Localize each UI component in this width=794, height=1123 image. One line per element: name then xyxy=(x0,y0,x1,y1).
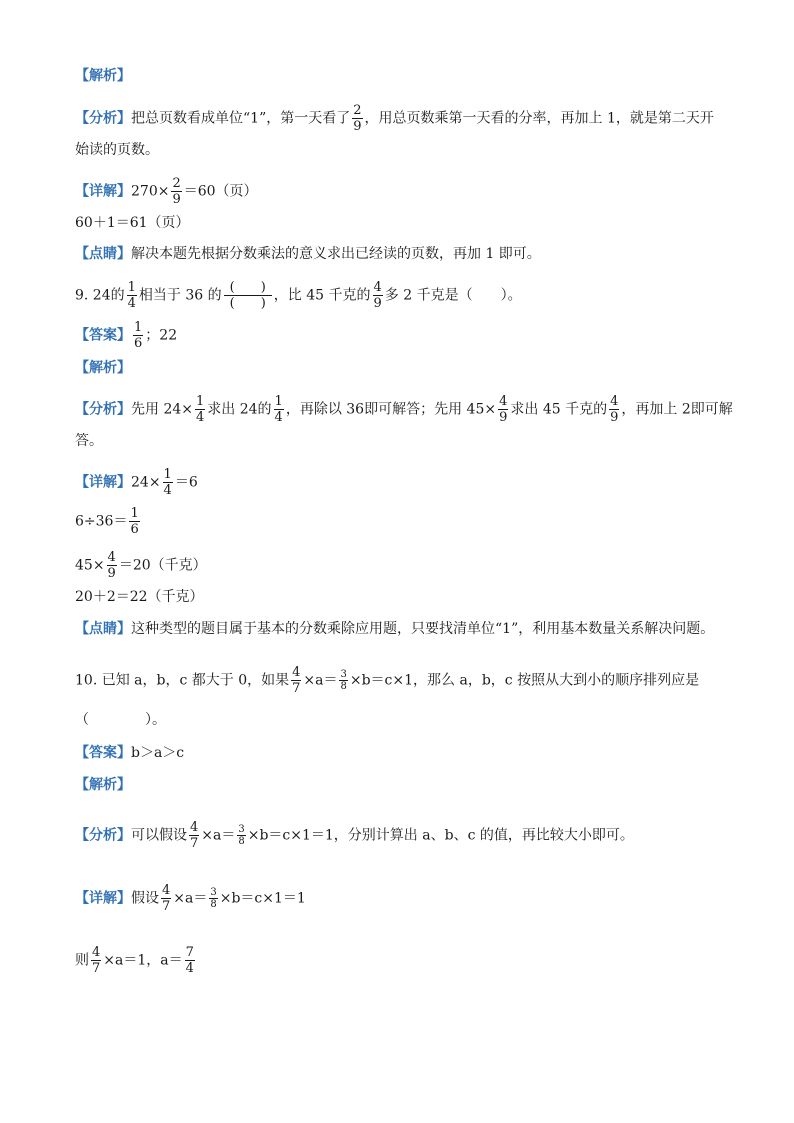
fraction xyxy=(133,320,143,351)
numerator: 1 xyxy=(134,320,143,335)
tag-daan: 【答案】 xyxy=(75,327,131,344)
calc-line xyxy=(75,945,197,976)
fraction xyxy=(209,887,217,910)
text: 24× xyxy=(131,474,161,491)
denominator: 9 xyxy=(610,410,619,425)
denominator: 9 xyxy=(499,410,508,425)
numerator: 4 xyxy=(499,394,508,409)
fraction xyxy=(373,280,383,311)
detail-line xyxy=(75,176,258,207)
tag-fenxi: 【分析】 xyxy=(75,827,131,844)
fraction xyxy=(291,665,301,696)
numerator: 1 xyxy=(274,394,283,409)
text: 10. 已知 a，b，c 都大于 0，如果 xyxy=(75,672,290,689)
text: ×a＝ xyxy=(303,672,338,689)
tag-fenxi: 【分析】 xyxy=(75,110,131,127)
denominator: 9 xyxy=(172,192,181,207)
fraction xyxy=(189,820,199,851)
text: 多 2 千克是（ ）。 xyxy=(384,287,522,304)
fraction xyxy=(195,394,205,425)
text: ＝20（千克） xyxy=(118,557,207,574)
comment-line xyxy=(75,619,714,639)
denominator: 9 xyxy=(107,566,116,581)
fraction xyxy=(91,945,101,976)
text: 20＋2＝22（千克） xyxy=(75,589,204,605)
numerator: 4 xyxy=(292,665,301,680)
text: 6÷36＝ xyxy=(75,513,128,530)
text: ×b＝c×1＝1，分别计算出 a、b、c 的值，再比较大小即可。 xyxy=(247,827,634,844)
analysis-line xyxy=(75,394,733,425)
text: 9. 24的 xyxy=(75,287,125,304)
numerator: 1 xyxy=(130,506,139,521)
analysis-line xyxy=(75,103,714,134)
section-heading-analysis xyxy=(75,775,131,795)
denominator: 8 xyxy=(210,899,217,910)
fraction xyxy=(171,176,181,207)
text: 假设 xyxy=(131,890,159,907)
numerator: 1 xyxy=(196,394,205,409)
numerator: 4 xyxy=(162,883,171,898)
text: 相当于 36 的 xyxy=(138,287,222,304)
tag-dianjing: 【点睛】 xyxy=(75,621,131,637)
denominator: 7 xyxy=(162,899,171,914)
text: 270× xyxy=(131,183,170,200)
question-10 xyxy=(75,665,699,696)
numerator: 3 xyxy=(238,824,245,835)
analysis-line-cont xyxy=(75,431,103,451)
text: （ ）。 xyxy=(75,712,166,728)
tag-jiexi: 【解析】 xyxy=(75,68,131,84)
blank-denominator[interactable]: ( ) xyxy=(229,296,266,311)
comment-line xyxy=(75,244,541,264)
calc-line xyxy=(75,506,142,537)
text: ×a＝ xyxy=(201,827,236,844)
answer-line xyxy=(75,320,177,351)
text: ，比 45 千克的 xyxy=(273,287,371,304)
denominator: 7 xyxy=(92,961,101,976)
text: 可以假设 xyxy=(131,827,187,844)
calc-line xyxy=(75,213,190,233)
text: 先用 24× xyxy=(131,401,193,418)
text: 则 xyxy=(75,952,89,969)
text: ，用总页数乘第一天看的分率，再加上 1，就是第二天开 xyxy=(364,110,714,127)
fraction xyxy=(498,394,508,425)
fraction xyxy=(129,506,139,537)
denominator: 8 xyxy=(340,681,347,692)
text: ×b＝c×1＝1 xyxy=(219,890,306,907)
fraction xyxy=(339,669,347,692)
text: ，再除以 36即可解答；先用 45× xyxy=(285,401,497,418)
detail-line xyxy=(75,467,198,498)
text: 求出 45 千克的 xyxy=(510,401,608,418)
numerator: 7 xyxy=(185,945,194,960)
denominator: 6 xyxy=(130,522,139,537)
fraction xyxy=(107,550,117,581)
numerator: 4 xyxy=(190,820,199,835)
answer-blank-fraction[interactable] xyxy=(224,280,272,311)
text: 45× xyxy=(75,557,105,574)
denominator: 7 xyxy=(292,681,301,696)
tag-xiangjie: 【详解】 xyxy=(75,474,131,491)
denominator: 9 xyxy=(353,119,362,134)
numerator: 3 xyxy=(210,887,217,898)
denominator: 4 xyxy=(274,410,283,425)
section-heading-analysis xyxy=(75,66,131,86)
numerator: 4 xyxy=(373,280,382,295)
fraction xyxy=(609,394,619,425)
text: 始读的页数。 xyxy=(75,142,159,158)
calc-line xyxy=(75,550,207,581)
numerator: 4 xyxy=(610,394,619,409)
numerator: 1 xyxy=(163,467,172,482)
denominator: 9 xyxy=(373,296,382,311)
denominator: 8 xyxy=(238,836,245,847)
text: 把总页数看成单位“1”，第一天看了 xyxy=(131,110,351,127)
denominator: 6 xyxy=(134,336,143,351)
tag-jiexi: 【解析】 xyxy=(75,360,131,376)
tag-xiangjie: 【详解】 xyxy=(75,890,131,907)
tag-daan: 【答案】 xyxy=(75,745,131,761)
text: 答。 xyxy=(75,433,103,449)
denominator: 4 xyxy=(163,483,172,498)
tag-dianjing: 【点睛】 xyxy=(75,246,131,262)
fraction xyxy=(163,467,173,498)
text: ×b＝c×1，那么 a，b，c 按照从大到小的顺序排列应是 xyxy=(349,672,700,689)
fraction xyxy=(161,883,171,914)
detail-line xyxy=(75,883,306,914)
numerator: 3 xyxy=(340,669,347,680)
calc-line xyxy=(75,587,204,607)
tag-xiangjie: 【详解】 xyxy=(75,183,131,200)
text: 60＋1＝61（页） xyxy=(75,215,190,231)
blank-numerator[interactable]: ( ) xyxy=(224,280,272,296)
fraction xyxy=(352,103,362,134)
denominator: 4 xyxy=(196,410,205,425)
numerator: 2 xyxy=(172,176,181,191)
denominator: 4 xyxy=(185,961,194,976)
denominator: 4 xyxy=(127,296,136,311)
text: ＝60（页） xyxy=(183,183,258,200)
tag-jiexi: 【解析】 xyxy=(75,777,131,793)
answer-blank[interactable] xyxy=(75,710,166,730)
text: ×a＝ xyxy=(173,890,208,907)
fraction xyxy=(237,824,245,847)
analysis-line-cont xyxy=(75,140,159,160)
numerator: 4 xyxy=(107,550,116,565)
text: 解决本题先根据分数乘法的意义求出已经读的页数，再加 1 即可。 xyxy=(131,246,541,262)
question-9 xyxy=(75,280,522,311)
denominator: 7 xyxy=(190,836,199,851)
fraction xyxy=(274,394,284,425)
text: ＝6 xyxy=(174,474,198,491)
section-heading-analysis xyxy=(75,358,131,378)
numerator: 2 xyxy=(353,103,362,118)
text: b＞a＞c xyxy=(131,745,185,761)
text: 这种类型的题目属于基本的分数乘除应用题，只要找清单位“1”，利用基本数量关系解决问题。 xyxy=(131,621,715,637)
text: ；22 xyxy=(145,327,178,344)
tag-fenxi: 【分析】 xyxy=(75,401,131,418)
fraction xyxy=(185,945,195,976)
fraction xyxy=(127,280,137,311)
numerator: 4 xyxy=(92,945,101,960)
text: ×a＝1，a＝ xyxy=(103,952,183,969)
numerator: 1 xyxy=(127,280,136,295)
text: ，再加上 2即可解 xyxy=(621,401,733,418)
answer-line xyxy=(75,743,184,763)
analysis-line xyxy=(75,820,634,851)
text: 求出 24的 xyxy=(207,401,272,418)
